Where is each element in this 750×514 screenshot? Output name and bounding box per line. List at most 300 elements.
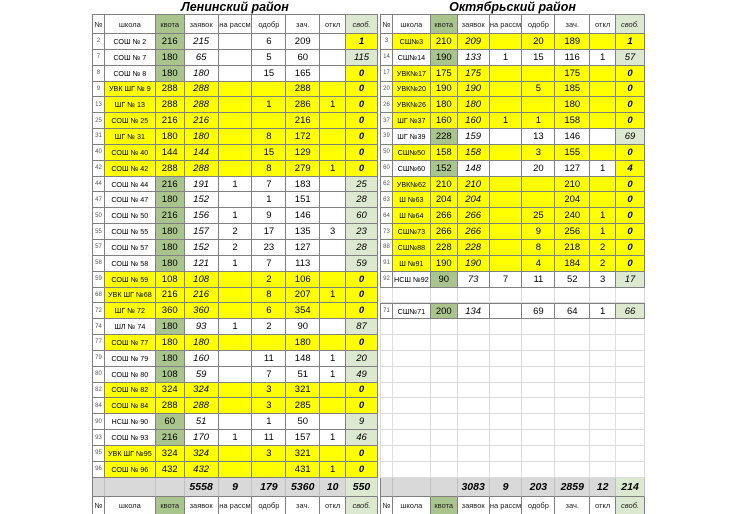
cell-zach[interactable]: 158 — [555, 113, 590, 129]
cell-kvota[interactable]: 228 — [431, 240, 458, 256]
cell-svob[interactable]: 0 — [616, 224, 645, 240]
cell-otkl[interactable] — [320, 34, 346, 50]
row-number[interactable]: 2 — [93, 34, 105, 50]
cell-otkl[interactable] — [320, 383, 346, 399]
row-number[interactable]: 88 — [381, 240, 393, 256]
cell-odobr[interactable]: 69 — [522, 303, 555, 319]
cell-otkl[interactable]: 1 — [320, 161, 346, 177]
cell-school[interactable]: СШ№73 — [393, 224, 431, 240]
cell-otkl[interactable] — [320, 398, 346, 414]
cell-zach[interactable]: 116 — [555, 50, 590, 66]
cell-svob[interactable]: 20 — [346, 351, 378, 367]
total-zayavok[interactable]: 3083 — [458, 478, 490, 497]
cell-school[interactable]: СОШ № 47 — [105, 192, 156, 208]
cell-odobr[interactable] — [522, 97, 555, 113]
total-kvota[interactable] — [156, 478, 185, 497]
col-header-kvota[interactable]: квота — [431, 15, 458, 34]
cell-rassm[interactable] — [490, 224, 523, 240]
cell-kvota[interactable]: 190 — [431, 50, 458, 66]
cell-kvota[interactable]: 60 — [156, 414, 185, 430]
col-header-school[interactable]: школа — [105, 15, 156, 34]
cell-school[interactable]: ШЛ № 74 — [105, 319, 156, 335]
cell-odobr[interactable]: 20 — [522, 34, 555, 50]
cell-school[interactable]: УВК№62 — [393, 177, 431, 193]
cell-school[interactable]: НСШ № 90 — [105, 414, 156, 430]
row-number[interactable]: 50 — [93, 208, 105, 224]
cell-otkl[interactable] — [320, 256, 346, 272]
cell-zayavok[interactable]: 190 — [458, 256, 490, 272]
cell-rassm[interactable] — [490, 208, 523, 224]
col-header-num[interactable]: № — [93, 497, 105, 514]
col-header-school[interactable]: школа — [393, 15, 431, 34]
cell-otkl[interactable] — [320, 319, 346, 335]
cell-otkl[interactable] — [590, 129, 616, 145]
cell-otkl[interactable] — [320, 113, 346, 129]
cell-rassm[interactable] — [490, 97, 523, 113]
cell-school[interactable]: ШГ №39 — [393, 129, 431, 145]
cell-zach[interactable]: 209 — [286, 34, 320, 50]
row-number[interactable]: 84 — [93, 398, 105, 414]
cell-kvota[interactable]: 324 — [156, 383, 185, 399]
cell-odobr[interactable]: 4 — [522, 256, 555, 272]
col-header-rassm[interactable]: на рассм — [219, 15, 253, 34]
cell-otkl[interactable]: 1 — [320, 97, 346, 113]
col-header-num[interactable]: № — [381, 15, 393, 34]
cell-odobr[interactable]: 3 — [252, 398, 286, 414]
cell-zayavok[interactable]: 324 — [185, 446, 219, 462]
cell-otkl[interactable] — [590, 145, 616, 161]
cell-svob[interactable]: 4 — [616, 161, 645, 177]
cell-otkl[interactable]: 3 — [590, 272, 616, 288]
cell-svob[interactable]: 0 — [616, 192, 645, 208]
cell-odobr[interactable] — [252, 462, 286, 478]
cell-odobr[interactable] — [522, 66, 555, 82]
cell-zayavok[interactable]: 148 — [458, 161, 490, 177]
cell-svob[interactable]: 0 — [346, 446, 378, 462]
cell-zach[interactable]: 60 — [286, 50, 320, 66]
cell-otkl[interactable]: 2 — [590, 240, 616, 256]
cell-school[interactable]: СОШ № 40 — [105, 145, 156, 161]
row-number[interactable]: 39 — [381, 129, 393, 145]
cell-school[interactable]: УВК ШГ №95 — [105, 446, 156, 462]
cell-svob[interactable]: 25 — [346, 177, 378, 193]
row-number[interactable]: 17 — [381, 66, 393, 82]
cell-school[interactable]: Ш №64 — [393, 208, 431, 224]
cell-otkl[interactable]: 1 — [320, 430, 346, 446]
total-svob[interactable]: 550 — [346, 478, 378, 497]
cell-rassm[interactable] — [490, 256, 523, 272]
col-header-odobr[interactable]: одобр — [252, 15, 286, 34]
cell-zayavok[interactable]: 59 — [185, 367, 219, 383]
cell-zayavok[interactable]: 159 — [458, 129, 490, 145]
cell-kvota[interactable]: 158 — [431, 145, 458, 161]
row-number[interactable]: 95 — [93, 446, 105, 462]
col-header-svob[interactable]: своб. — [616, 15, 645, 34]
cell-svob[interactable]: 115 — [346, 50, 378, 66]
cell-odobr[interactable]: 1 — [522, 113, 555, 129]
cell-odobr[interactable]: 8 — [252, 288, 286, 304]
cell-kvota[interactable]: 180 — [431, 97, 458, 113]
cell-zayavok[interactable]: 266 — [458, 224, 490, 240]
cell-odobr[interactable]: 2 — [252, 319, 286, 335]
cell-rassm[interactable] — [490, 66, 523, 82]
cell-odobr[interactable] — [522, 177, 555, 193]
cell-school[interactable]: СШ№88 — [393, 240, 431, 256]
cell-kvota[interactable]: 180 — [156, 351, 185, 367]
cell-svob[interactable]: 0 — [616, 82, 645, 98]
cell-kvota[interactable]: 90 — [431, 272, 458, 288]
cell-odobr[interactable]: 11 — [252, 351, 286, 367]
cell-school[interactable]: СОШ № 77 — [105, 335, 156, 351]
cell-rassm[interactable] — [219, 129, 253, 145]
col-header-kvota[interactable]: квота — [156, 15, 185, 34]
cell-rassm[interactable] — [219, 50, 253, 66]
cell-svob[interactable]: 0 — [346, 303, 378, 319]
cell-zayavok[interactable]: 160 — [458, 113, 490, 129]
cell-zayavok[interactable]: 134 — [458, 303, 490, 319]
cell-zayavok[interactable]: 180 — [185, 335, 219, 351]
cell-school[interactable]: СШ№14 — [393, 50, 431, 66]
row-number[interactable]: 31 — [93, 129, 105, 145]
cell-zayavok[interactable]: 121 — [185, 256, 219, 272]
cell-odobr[interactable]: 7 — [252, 177, 286, 193]
cell-otkl[interactable]: 1 — [590, 50, 616, 66]
cell-otkl[interactable] — [320, 82, 346, 98]
cell-otkl[interactable] — [320, 177, 346, 193]
cell-zach[interactable]: 240 — [555, 208, 590, 224]
cell-rassm[interactable]: 1 — [219, 208, 253, 224]
row-number[interactable]: 59 — [93, 272, 105, 288]
row-number[interactable]: 62 — [381, 177, 393, 193]
total-kvota[interactable] — [431, 478, 458, 497]
cell-zayavok[interactable]: 73 — [458, 272, 490, 288]
cell-zach[interactable]: 51 — [286, 367, 320, 383]
cell-otkl[interactable] — [320, 66, 346, 82]
cell-zach[interactable]: 286 — [286, 97, 320, 113]
cell-odobr[interactable]: 20 — [522, 161, 555, 177]
row-number[interactable]: 13 — [93, 97, 105, 113]
cell-rassm[interactable] — [219, 192, 253, 208]
total-odobr[interactable]: 203 — [522, 478, 555, 497]
cell-zayavok[interactable]: 152 — [185, 192, 219, 208]
row-number[interactable]: 55 — [93, 224, 105, 240]
col-header-odobr[interactable]: одобр — [252, 497, 286, 514]
row-number[interactable]: 82 — [93, 383, 105, 399]
col-header-otkl[interactable]: откл — [320, 497, 346, 514]
cell-otkl[interactable] — [590, 97, 616, 113]
cell-odobr[interactable] — [252, 82, 286, 98]
cell-zayavok[interactable]: 210 — [458, 177, 490, 193]
cell-odobr[interactable] — [252, 113, 286, 129]
cell-zayavok[interactable]: 228 — [458, 240, 490, 256]
cell-rassm[interactable] — [219, 145, 253, 161]
cell-kvota[interactable]: 180 — [156, 192, 185, 208]
cell-rassm[interactable]: 1 — [219, 319, 253, 335]
cell-odobr[interactable] — [522, 192, 555, 208]
cell-kvota[interactable]: 144 — [156, 145, 185, 161]
cell-svob[interactable]: 0 — [346, 145, 378, 161]
col-header-zach[interactable]: зач. — [555, 497, 590, 514]
total-zayavok[interactable]: 5558 — [185, 478, 219, 497]
cell-rassm[interactable] — [490, 161, 523, 177]
cell-otkl[interactable] — [320, 303, 346, 319]
cell-rassm[interactable] — [219, 351, 253, 367]
cell-zayavok[interactable]: 215 — [185, 34, 219, 50]
cell-rassm[interactable] — [219, 335, 253, 351]
cell-odobr[interactable]: 9 — [252, 208, 286, 224]
cell-otkl[interactable]: 1 — [590, 208, 616, 224]
cell-zach[interactable]: 256 — [555, 224, 590, 240]
cell-rassm[interactable] — [490, 192, 523, 208]
cell-kvota[interactable]: 200 — [431, 303, 458, 319]
cell-svob[interactable]: 0 — [346, 383, 378, 399]
cell-zayavok[interactable]: 209 — [458, 34, 490, 50]
cell-svob[interactable]: 28 — [346, 240, 378, 256]
row-number[interactable]: 3 — [381, 34, 393, 50]
cell-rassm[interactable] — [490, 303, 523, 319]
col-header-zach[interactable]: зач. — [555, 15, 590, 34]
row-number[interactable]: 47 — [93, 192, 105, 208]
total-school[interactable] — [393, 478, 431, 497]
cell-odobr[interactable]: 15 — [252, 66, 286, 82]
cell-school[interactable]: СОШ № 84 — [105, 398, 156, 414]
cell-odobr[interactable]: 8 — [522, 240, 555, 256]
col-header-kvota[interactable]: квота — [431, 497, 458, 514]
cell-odobr[interactable]: 23 — [252, 240, 286, 256]
cell-kvota[interactable]: 216 — [156, 288, 185, 304]
cell-svob[interactable]: 0 — [346, 129, 378, 145]
cell-otkl[interactable] — [320, 145, 346, 161]
cell-zach[interactable]: 285 — [286, 398, 320, 414]
col-header-num[interactable]: № — [381, 497, 393, 514]
row-number[interactable]: 14 — [381, 50, 393, 66]
cell-kvota[interactable]: 180 — [156, 256, 185, 272]
total-zach[interactable]: 5360 — [286, 478, 320, 497]
row-number[interactable]: 73 — [381, 224, 393, 240]
total-rassm[interactable]: 9 — [219, 478, 253, 497]
cell-zach[interactable]: 113 — [286, 256, 320, 272]
row-number[interactable]: 37 — [381, 113, 393, 129]
total-odobr[interactable]: 179 — [252, 478, 286, 497]
row-number[interactable]: 20 — [381, 82, 393, 98]
cell-zach[interactable]: 52 — [555, 272, 590, 288]
cell-otkl[interactable]: 1 — [320, 351, 346, 367]
cell-otkl[interactable]: 2 — [590, 256, 616, 272]
row-number[interactable]: 25 — [93, 113, 105, 129]
cell-zach[interactable]: 431 — [286, 462, 320, 478]
cell-rassm[interactable]: 7 — [490, 272, 523, 288]
row-number[interactable]: 91 — [381, 256, 393, 272]
cell-otkl[interactable]: 1 — [590, 303, 616, 319]
cell-svob[interactable]: 23 — [346, 224, 378, 240]
cell-odobr[interactable]: 15 — [252, 145, 286, 161]
cell-zayavok[interactable]: 152 — [185, 240, 219, 256]
cell-zayavok[interactable]: 157 — [185, 224, 219, 240]
cell-svob[interactable]: 69 — [616, 129, 645, 145]
cell-zach[interactable]: 189 — [555, 34, 590, 50]
cell-zayavok[interactable]: 93 — [185, 319, 219, 335]
cell-svob[interactable]: 66 — [616, 303, 645, 319]
cell-kvota[interactable]: 432 — [156, 462, 185, 478]
cell-rassm[interactable]: 1 — [219, 430, 253, 446]
cell-school[interactable]: ШГ №37 — [393, 113, 431, 129]
cell-rassm[interactable] — [219, 383, 253, 399]
cell-kvota[interactable]: 216 — [156, 177, 185, 193]
cell-zayavok[interactable]: 170 — [185, 430, 219, 446]
cell-otkl[interactable]: 1 — [590, 224, 616, 240]
cell-rassm[interactable]: 2 — [219, 224, 253, 240]
cell-rassm[interactable] — [219, 303, 253, 319]
cell-svob[interactable]: 0 — [616, 113, 645, 129]
cell-odobr[interactable]: 9 — [522, 224, 555, 240]
cell-zayavok[interactable]: 191 — [185, 177, 219, 193]
cell-odobr[interactable]: 1 — [252, 97, 286, 113]
cell-otkl[interactable] — [320, 240, 346, 256]
cell-rassm[interactable]: 2 — [219, 240, 253, 256]
row-number[interactable]: 64 — [381, 208, 393, 224]
total-zach[interactable]: 2859 — [555, 478, 590, 497]
cell-odobr[interactable]: 11 — [252, 430, 286, 446]
cell-zayavok[interactable]: 288 — [185, 398, 219, 414]
cell-kvota[interactable]: 216 — [156, 34, 185, 50]
cell-kvota[interactable]: 288 — [156, 82, 185, 98]
cell-svob[interactable]: 0 — [346, 97, 378, 113]
cell-rassm[interactable] — [219, 288, 253, 304]
cell-zach[interactable]: 50 — [286, 414, 320, 430]
cell-zayavok[interactable]: 288 — [185, 161, 219, 177]
cell-svob[interactable]: 0 — [616, 208, 645, 224]
cell-odobr[interactable]: 13 — [522, 129, 555, 145]
cell-otkl[interactable]: 1 — [320, 288, 346, 304]
row-number[interactable]: 44 — [93, 177, 105, 193]
cell-kvota[interactable]: 288 — [156, 161, 185, 177]
cell-zach[interactable]: 180 — [555, 97, 590, 113]
cell-school[interactable]: СОШ № 25 — [105, 113, 156, 129]
cell-rassm[interactable] — [490, 240, 523, 256]
cell-rassm[interactable] — [219, 34, 253, 50]
row-number[interactable]: 7 — [93, 50, 105, 66]
cell-zach[interactable]: 210 — [555, 177, 590, 193]
cell-school[interactable]: СОШ № 93 — [105, 430, 156, 446]
cell-otkl[interactable] — [590, 82, 616, 98]
col-header-zayavok[interactable]: заявок — [458, 15, 490, 34]
cell-odobr[interactable]: 3 — [522, 145, 555, 161]
cell-svob[interactable]: 0 — [346, 288, 378, 304]
cell-svob[interactable]: 0 — [346, 398, 378, 414]
cell-zach[interactable]: 129 — [286, 145, 320, 161]
cell-school[interactable]: СОШ № 96 — [105, 462, 156, 478]
cell-zach[interactable]: 135 — [286, 224, 320, 240]
cell-otkl[interactable] — [320, 414, 346, 430]
cell-kvota[interactable]: 204 — [431, 192, 458, 208]
cell-rassm[interactable] — [219, 272, 253, 288]
cell-odobr[interactable]: 5 — [522, 82, 555, 98]
total-otkl[interactable]: 12 — [590, 478, 616, 497]
cell-school[interactable]: УВК№20 — [393, 82, 431, 98]
cell-otkl[interactable]: 1 — [320, 462, 346, 478]
cell-zach[interactable]: 354 — [286, 303, 320, 319]
col-header-svob[interactable]: своб. — [346, 497, 378, 514]
cell-zayavok[interactable]: 288 — [185, 97, 219, 113]
cell-school[interactable]: СШ№60 — [393, 161, 431, 177]
cell-kvota[interactable]: 180 — [156, 50, 185, 66]
cell-zach[interactable]: 106 — [286, 272, 320, 288]
cell-otkl[interactable] — [320, 208, 346, 224]
cell-rassm[interactable] — [219, 97, 253, 113]
cell-svob[interactable]: 0 — [616, 256, 645, 272]
cell-kvota[interactable]: 266 — [431, 224, 458, 240]
col-header-odobr[interactable]: одобр — [522, 15, 555, 34]
cell-kvota[interactable]: 180 — [156, 319, 185, 335]
cell-odobr[interactable]: 1 — [252, 192, 286, 208]
row-number[interactable]: 74 — [93, 319, 105, 335]
cell-odobr[interactable]: 17 — [252, 224, 286, 240]
cell-kvota[interactable]: 180 — [156, 129, 185, 145]
cell-otkl[interactable] — [320, 129, 346, 145]
col-header-svob[interactable]: своб. — [616, 497, 645, 514]
cell-zayavok[interactable]: 432 — [185, 462, 219, 478]
cell-zach[interactable]: 204 — [555, 192, 590, 208]
cell-zach[interactable]: 157 — [286, 430, 320, 446]
col-header-svob[interactable]: своб. — [346, 15, 378, 34]
cell-zayavok[interactable]: 65 — [185, 50, 219, 66]
cell-zayavok[interactable]: 108 — [185, 272, 219, 288]
cell-otkl[interactable] — [590, 66, 616, 82]
col-header-num[interactable]: № — [93, 15, 105, 34]
cell-school[interactable]: УВК№26 — [393, 97, 431, 113]
row-number[interactable]: 8 — [93, 66, 105, 82]
cell-svob[interactable]: 1 — [616, 34, 645, 50]
col-header-odobr[interactable]: одобр — [522, 497, 555, 514]
row-number[interactable]: 92 — [381, 272, 393, 288]
row-number[interactable]: 71 — [381, 303, 393, 319]
cell-odobr[interactable]: 3 — [252, 446, 286, 462]
cell-rassm[interactable]: 1 — [490, 50, 523, 66]
col-header-rassm[interactable]: на рассм — [219, 497, 253, 514]
cell-zach[interactable]: 165 — [286, 66, 320, 82]
cell-zayavok[interactable]: 216 — [185, 113, 219, 129]
cell-school[interactable]: СОШ № 44 — [105, 177, 156, 193]
cell-school[interactable]: СОШ № 79 — [105, 351, 156, 367]
cell-zach[interactable]: 64 — [555, 303, 590, 319]
cell-otkl[interactable]: 1 — [590, 161, 616, 177]
cell-odobr[interactable]: 7 — [252, 256, 286, 272]
cell-kvota[interactable]: 216 — [156, 430, 185, 446]
cell-zach[interactable]: 184 — [555, 256, 590, 272]
cell-otkl[interactable] — [590, 192, 616, 208]
cell-svob[interactable]: 0 — [616, 66, 645, 82]
cell-rassm[interactable]: 1 — [490, 113, 523, 129]
cell-zach[interactable]: 279 — [286, 161, 320, 177]
cell-zach[interactable]: 180 — [286, 335, 320, 351]
cell-kvota[interactable]: 190 — [431, 82, 458, 98]
cell-school[interactable]: СОШ № 8 — [105, 66, 156, 82]
cell-otkl[interactable]: 1 — [320, 367, 346, 383]
cell-zach[interactable]: 127 — [555, 161, 590, 177]
cell-zach[interactable]: 288 — [286, 82, 320, 98]
cell-kvota[interactable]: 216 — [156, 208, 185, 224]
cell-svob[interactable]: 9 — [346, 414, 378, 430]
cell-kvota[interactable]: 175 — [431, 66, 458, 82]
cell-zayavok[interactable]: 180 — [185, 129, 219, 145]
cell-rassm[interactable] — [219, 398, 253, 414]
cell-rassm[interactable] — [219, 462, 253, 478]
cell-kvota[interactable]: 190 — [431, 256, 458, 272]
cell-school[interactable]: УВК№17 — [393, 66, 431, 82]
row-number[interactable]: 57 — [93, 240, 105, 256]
cell-otkl[interactable] — [320, 272, 346, 288]
cell-kvota[interactable]: 288 — [156, 97, 185, 113]
